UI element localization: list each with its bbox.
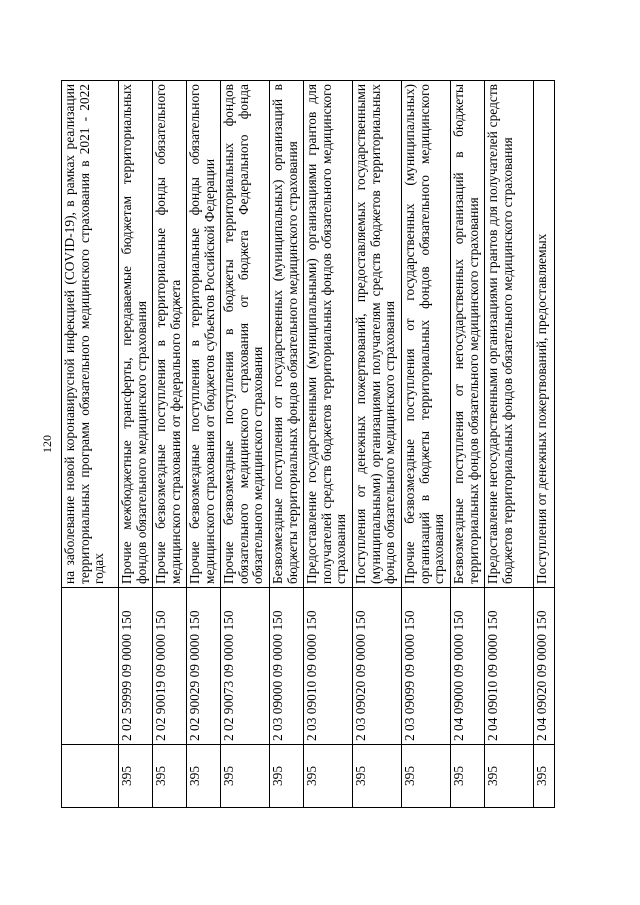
table-row: [402, 81, 451, 808]
budget-code-cell: 2 03 09000 09 0000 150: [270, 588, 304, 745]
rotated-table-container: [61, 80, 574, 808]
admin-code-cell: 395: [402, 745, 451, 808]
table-row: [485, 81, 534, 808]
budget-code-cell: 2 02 90073 09 0000 150: [221, 588, 270, 745]
budget-code-cell: 2 02 90029 09 0000 150: [187, 588, 221, 745]
description-cell: Поступления от денежных пожертвований, предоставляемых государственными (муниципальными) организациями получателям средств бюджетов территориальных фондов обязательного медицинского страхования: [353, 81, 402, 588]
admin-code-cell: 395: [534, 745, 555, 808]
admin-code-cell: 395: [485, 745, 534, 808]
description-cell: Предоставление государственными (муниципальными) организациями грантов для получателей средств бюджетов территориальных фондов обязательного медицинского страхования: [304, 81, 353, 588]
table-row: [187, 81, 221, 808]
budget-code-cell: 2 03 09020 09 0000 150: [353, 588, 402, 745]
table-row: [221, 81, 270, 808]
budget-code-cell: 2 03 09099 09 0000 150: [402, 588, 451, 745]
table-row: [119, 81, 153, 808]
description-cell: Прочие безвозмездные поступления в территориальные фонды обязательного медицинского страхования от бюджетов субъектов Российской Федерации: [187, 81, 221, 588]
budget-classification-table: [61, 80, 555, 808]
table-row: [62, 81, 119, 808]
budget-code-cell: 2 04 09010 09 0000 150: [485, 588, 534, 745]
description-cell: Безвозмездные поступления от негосударственных организаций в бюджеты территориальных фондов обязательного медицинского страхования: [451, 81, 485, 588]
budget-code-cell: 2 04 09000 09 0000 150: [451, 588, 485, 745]
admin-code-cell: [62, 745, 119, 808]
table-row: [451, 81, 485, 808]
admin-code-cell: 395: [221, 745, 270, 808]
description-cell: Поступления от денежных пожертвований, предоставляемых: [534, 81, 555, 588]
budget-code-cell: 2 04 09020 09 0000 150: [534, 588, 555, 745]
budget-code-cell: 2 02 59999 09 0000 150: [119, 588, 153, 745]
description-cell: Прочие безвозмездные поступления от государственных (муниципальных) организаций в бюджеты территориальных фондов обязательного медицинского страхования: [402, 81, 451, 588]
admin-code-cell: 395: [153, 745, 187, 808]
table-row: [270, 81, 304, 808]
admin-code-cell: 395: [270, 745, 304, 808]
page-number: 120: [40, 435, 54, 453]
budget-code-cell: [62, 588, 119, 745]
admin-code-cell: 395: [119, 745, 153, 808]
admin-code-cell: 395: [451, 745, 485, 808]
table-row: [304, 81, 353, 808]
admin-code-cell: 395: [353, 745, 402, 808]
description-cell: Безвозмездные поступления от государственных (муниципальных) организаций в бюджеты территориальных фондов обязательного медицинского страхования: [270, 81, 304, 588]
budget-code-cell: 2 03 09010 09 0000 150: [304, 588, 353, 745]
table-row: [153, 81, 187, 808]
description-cell: Прочие межбюджетные трансферты, передаваемые бюджетам территориальных фондов обязательного медицинского страхования: [119, 81, 153, 588]
table-row: [534, 81, 555, 808]
description-cell: Предоставление негосударственными организациями грантов для получателей средств бюджетов территориальных фондов обязательного медицинского страхования: [485, 81, 534, 588]
admin-code-cell: 395: [304, 745, 353, 808]
admin-code-cell: 395: [187, 745, 221, 808]
description-cell: Прочие безвозмездные поступления в бюджеты территориальных фондов обязательного медицинского страхования от бюджета Федерального фонда обязательного медицинского страхования: [221, 81, 270, 588]
description-cell: Прочие безвозмездные поступления в территориальные фонды обязательного медицинского страхования от федерального бюджета: [153, 81, 187, 588]
description-cell: на заболевание новой коронавирусной инфекцией (COVID-19), в рамках реализации территориальных программ обязательного медицинского страхования в 2021 - 2022 годах: [62, 81, 119, 588]
table-row: [353, 81, 402, 808]
budget-code-cell: 2 02 90019 09 0000 150: [153, 588, 187, 745]
